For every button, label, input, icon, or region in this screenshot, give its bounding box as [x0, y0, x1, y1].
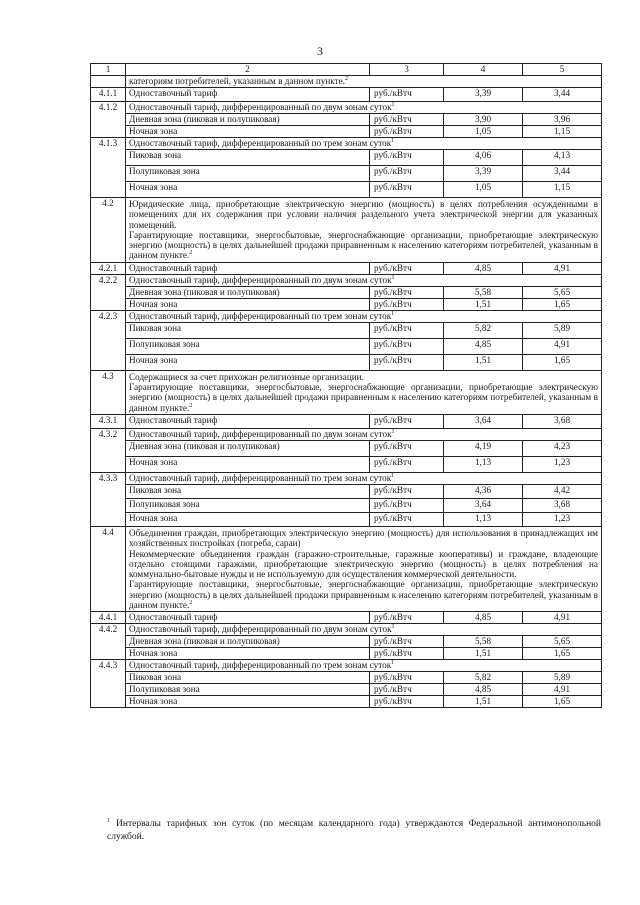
value-h2: 5,65 — [523, 636, 602, 648]
zone-name: Ночная зона — [126, 648, 370, 660]
row-number: 4.3.3 — [91, 472, 126, 526]
row-number: 4.2.1 — [91, 262, 126, 274]
header-cell: 4 — [444, 64, 523, 76]
table-row — [91, 440, 602, 456]
table-row — [91, 696, 602, 708]
table-row — [91, 274, 602, 286]
unit-cell: руб./кВтч — [370, 166, 444, 182]
zone-name: Дневная зона (пиковая и полупиковая) — [126, 636, 370, 648]
section-number: 4.3 — [91, 370, 126, 414]
value-h1: 1,13 — [444, 456, 523, 472]
unit-cell: руб./кВтч — [370, 262, 444, 274]
value-h1: 3,39 — [444, 88, 523, 102]
value-h2: 4,91 — [523, 612, 602, 624]
tariff-name: Одноставочный тариф, дифференцированный по двум зонам суток$^1$ — [126, 428, 602, 440]
unit-cell: руб./кВтч — [370, 414, 444, 428]
row-number: 4.3.1 — [91, 414, 126, 428]
unit-cell: руб./кВтч — [370, 354, 444, 370]
table-row — [91, 660, 602, 672]
table-row — [91, 322, 602, 338]
section-description — [126, 198, 602, 263]
table-row — [91, 684, 602, 696]
value-h2: 3,68 — [523, 498, 602, 512]
table-row — [91, 114, 602, 126]
table-row — [91, 428, 602, 440]
value-h2: 3,96 — [523, 114, 602, 126]
zone-name: Дневная зона (пиковая и полупиковая) — [126, 286, 370, 298]
table-row — [91, 512, 602, 526]
zone-name: Пиковая зона — [126, 322, 370, 338]
unit-cell: руб./кВтч — [370, 322, 444, 338]
value-h2: 4,42 — [523, 484, 602, 498]
zone-name: Полупиковая зона — [126, 498, 370, 512]
description-paragraph: Гарантирующие поставщики, энергосбытовые, энергоснабжающие организации, приобретающие электрическую энергию (мощность) в целях дальнейшей продажи приравненным к населению категориям потребителей, указанным в данном пункте.$^2$ — [129, 382, 598, 413]
row-number: 4.4.3 — [91, 660, 126, 708]
zone-name: Ночная зона — [126, 182, 370, 198]
value-h2: 1,65 — [523, 354, 602, 370]
section-row — [91, 526, 602, 611]
value-h2: 4,23 — [523, 440, 602, 456]
footnote — [107, 818, 601, 844]
zone-name: Дневная зона (пиковая и полупиковая) — [126, 440, 370, 456]
zone-name: Ночная зона — [126, 512, 370, 526]
value-h2: 1,23 — [523, 512, 602, 526]
unit-cell: руб./кВтч — [370, 440, 444, 456]
tariff-name: Одноставочный тариф — [126, 262, 370, 274]
value-h1: 3,64 — [444, 498, 523, 512]
unit-cell: руб./кВтч — [370, 672, 444, 684]
table-row — [91, 612, 602, 624]
unit-cell: руб./кВтч — [370, 150, 444, 166]
table-row — [91, 88, 602, 102]
row-number: 4.2.2 — [91, 274, 126, 310]
unit-cell: руб./кВтч — [370, 696, 444, 708]
tariff-table — [90, 63, 602, 708]
value-h2: 1,65 — [523, 696, 602, 708]
row-number: 4.1.3 — [91, 138, 126, 198]
tariff-name: Одноставочный тариф, дифференцированный по трем зонам суток$^1$ — [126, 310, 602, 322]
value-h1: 3,39 — [444, 166, 523, 182]
value-h1: 4,85 — [444, 684, 523, 696]
table-row — [91, 182, 602, 198]
zone-name: Пиковая зона — [126, 672, 370, 684]
unit-cell: руб./кВтч — [370, 498, 444, 512]
footnote-mark: 1 — [107, 817, 110, 824]
zone-name: Ночная зона — [126, 354, 370, 370]
value-h1: 1,51 — [444, 696, 523, 708]
value-h1: 1,05 — [444, 126, 523, 138]
table-row — [91, 498, 602, 512]
section-row — [91, 370, 602, 414]
value-h1: 1,13 — [444, 512, 523, 526]
header-cell: 1 — [91, 64, 126, 76]
tariff-name: Одноставочный тариф, дифференцированный по трем зонам суток$^1$ — [126, 138, 602, 150]
value-h1: 5,82 — [444, 322, 523, 338]
value-h1: 5,58 — [444, 286, 523, 298]
zone-name: Пиковая зона — [126, 150, 370, 166]
unit-cell: руб./кВтч — [370, 648, 444, 660]
tariff-name: Одноставочный тариф — [126, 88, 370, 102]
value-h2: 4,91 — [523, 262, 602, 274]
description-paragraph: Гарантирующие поставщики, энергосбытовые, энергоснабжающие организации, приобретающие электрическую энергию (мощность) в целях дальнейшей продажи приравненным к населению категориям потребителей, указанным в данном пункте.$^2$ — [129, 229, 598, 261]
row-number: 4.3.2 — [91, 428, 126, 472]
tariff-name: Одноставочный тариф, дифференцированный по трем зонам суток$^1$ — [126, 660, 602, 672]
row-number: 4.4.1 — [91, 612, 126, 624]
unit-cell: руб./кВтч — [370, 338, 444, 354]
header-cell: 5 — [523, 64, 602, 76]
value-h2: 3,44 — [523, 88, 602, 102]
table-row — [91, 166, 602, 182]
page-number: 3 — [317, 44, 323, 58]
section-description — [126, 370, 602, 414]
value-h1: 3,64 — [444, 414, 523, 428]
table-row — [91, 484, 602, 498]
table-row — [91, 338, 602, 354]
value-h1: 4,19 — [444, 440, 523, 456]
tariff-name: Одноставочный тариф, дифференцированный по двум зонам суток$^1$ — [126, 102, 602, 114]
unit-cell: руб./кВтч — [370, 114, 444, 126]
value-h2: 1,15 — [523, 182, 602, 198]
tariff-name: Одноставочный тариф, дифференцированный по трем зонам суток$^1$ — [126, 472, 602, 484]
tariff-name: Одноставочный тариф — [126, 414, 370, 428]
value-h2: 4,13 — [523, 150, 602, 166]
unit-cell: руб./кВтч — [370, 612, 444, 624]
value-h2: 1,65 — [523, 298, 602, 310]
zone-name: Ночная зона — [126, 696, 370, 708]
table-row — [91, 262, 602, 274]
value-h1: 3,90 — [444, 114, 523, 126]
value-h1: 5,82 — [444, 672, 523, 684]
value-h1: 1,51 — [444, 354, 523, 370]
row-number: 4.4.2 — [91, 624, 126, 660]
unit-cell: руб./кВтч — [370, 484, 444, 498]
zone-name: Полупиковая зона — [126, 166, 370, 182]
value-h2: 5,65 — [523, 286, 602, 298]
continuation-text: категориям потребителей, указанным в данном пункте.$^2$ — [126, 76, 602, 88]
description-paragraph: Объединения граждан, приобретающих электрическую энергию (мощность) для использования в принадлежащих им хозяйственных постройках (погреба, сараи) — [129, 527, 598, 549]
table-row — [91, 648, 602, 660]
zone-name: Пиковая зона — [126, 484, 370, 498]
row-number: 4.2.3 — [91, 310, 126, 370]
section-number: 4.2 — [91, 198, 126, 263]
zone-name: Полупиковая зона — [126, 684, 370, 696]
value-h1: 4,06 — [444, 150, 523, 166]
value-h2: 1,15 — [523, 126, 602, 138]
value-h1: 4,85 — [444, 338, 523, 354]
table-row — [91, 310, 602, 322]
unit-cell: руб./кВтч — [370, 636, 444, 648]
value-h1: 4,36 — [444, 484, 523, 498]
unit-cell: руб./кВтч — [370, 456, 444, 472]
value-h2: 3,44 — [523, 166, 602, 182]
tariff-name: Одноставочный тариф — [126, 612, 370, 624]
table-row — [91, 150, 602, 166]
value-h2: 5,89 — [523, 322, 602, 338]
table-row — [91, 636, 602, 648]
row-number: 4.1.1 — [91, 88, 126, 102]
description-paragraph: Гарантирующие поставщики, энергосбытовые, энергоснабжающие организации, приобретающие электрическую энергию (мощность) в целях дальнейшей продажи приравненным к населению категориям потребителей, указанным в данном пункте.$^2$ — [129, 579, 598, 611]
description-paragraph: Некоммерческие объединения граждан (гаражно-строительные, гаражные кооперативы) и граждане, владеющие отдельно стоящими гаражами, приобретающие электрическую энергию (мощность) в целях потребления на коммунально-бытовые нужды и не используемую для осуществления коммерческой деятельности. — [129, 548, 598, 580]
value-h2: 4,91 — [523, 684, 602, 696]
value-h2: 1,65 — [523, 648, 602, 660]
footnote-text: Интервалы тарифных зон суток (по месяцам календарного года) утверждаются Федеральной антимонопольной службой. — [107, 819, 601, 842]
zone-name: Ночная зона — [126, 456, 370, 472]
table-row — [91, 286, 602, 298]
zone-name: Дневная зона (пиковая и полупиковая) — [126, 114, 370, 126]
unit-cell: руб./кВтч — [370, 88, 444, 102]
value-h2: 1,23 — [523, 456, 602, 472]
unit-cell: руб./кВтч — [370, 182, 444, 198]
value-h1: 5,58 — [444, 636, 523, 648]
table-row — [91, 472, 602, 484]
value-h1: 4,85 — [444, 262, 523, 274]
value-h2: 5,89 — [523, 672, 602, 684]
zone-name: Ночная зона — [126, 298, 370, 310]
table-header-row — [91, 64, 602, 76]
table-row — [91, 126, 602, 138]
section-number: 4.4 — [91, 526, 126, 611]
tariff-name: Одноставочный тариф, дифференцированный по двум зонам суток$^1$ — [126, 624, 602, 636]
tariff-name: Одноставочный тариф, дифференцированный по двум зонам суток$^1$ — [126, 274, 602, 286]
table-row — [91, 102, 602, 114]
unit-cell: руб./кВтч — [370, 126, 444, 138]
row-number: 4.1.2 — [91, 102, 126, 138]
value-h2: 3,68 — [523, 414, 602, 428]
section-row — [91, 198, 602, 263]
value-h1: 4,85 — [444, 612, 523, 624]
table-row — [91, 298, 602, 310]
table-row — [91, 414, 602, 428]
value-h1: 1,05 — [444, 182, 523, 198]
unit-cell: руб./кВтч — [370, 298, 444, 310]
table-row — [91, 672, 602, 684]
unit-cell: руб./кВтч — [370, 512, 444, 526]
table-row — [91, 624, 602, 636]
table-row — [91, 138, 602, 150]
table-row — [91, 354, 602, 370]
value-h1: 1,51 — [444, 298, 523, 310]
value-h1: 1,51 — [444, 648, 523, 660]
zone-name: Полупиковая зона — [126, 338, 370, 354]
section-description — [126, 526, 602, 611]
description-paragraph: Юридические лица, приобретающие электрическую энергию (мощность) в целях потребления осужденными в помещениях для их содержания при условии наличия раздельного учета электрической энергии для указанных помещений. — [129, 199, 598, 230]
description-paragraph: Содержащиеся за счет прихожан религиозные организации. — [129, 371, 364, 382]
unit-cell: руб./кВтч — [370, 684, 444, 696]
empty-cell — [91, 76, 126, 88]
table-row — [91, 76, 602, 88]
value-h2: 4,91 — [523, 338, 602, 354]
unit-cell: руб./кВтч — [370, 286, 444, 298]
header-cell: 2 — [126, 64, 370, 76]
zone-name: Ночная зона — [126, 126, 370, 138]
table-row — [91, 456, 602, 472]
header-cell: 3 — [370, 64, 444, 76]
